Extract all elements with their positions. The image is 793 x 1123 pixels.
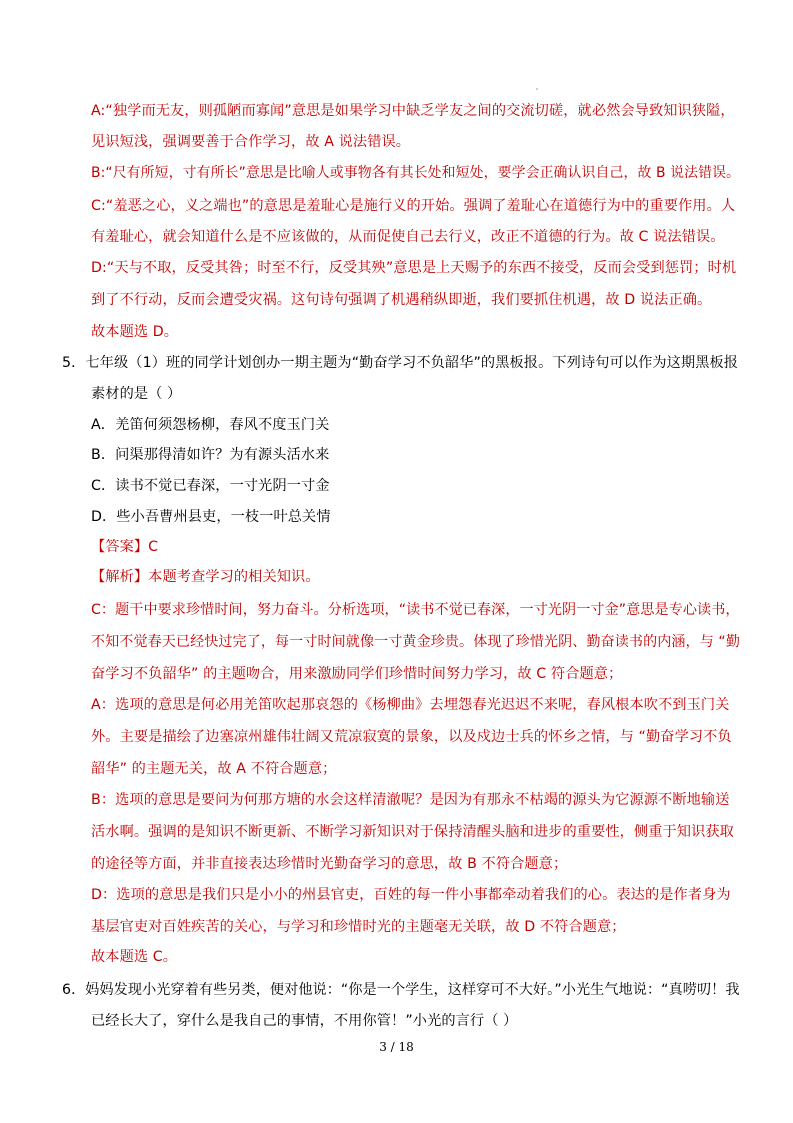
q5-explain-b-line1: B：选项的意思是要问为何那方塘的水会这样清澈呢？是因为有那永不枯竭的源头为它源源不断地输送 [91, 792, 730, 808]
q5-explain-d-line2: 基层官吏对百姓疾苦的关心，与学习和珍惜时光的主题毫无关联，故 D 不符合题意； [91, 919, 626, 935]
explain-d-line1: D:“天与不取，反受其咎；时至不行，反受其殃”意思是上天赐予的东西不接受，反而会受到惩罚；时机 [91, 260, 737, 276]
q6-stem-line1: 6．妈妈发现小光穿着有些另类，便对他说：“你是一个学生，这样穿可不大好。”小光生气地说：“真唠叨！我 [62, 982, 740, 998]
q5-explain-a-line1: A：选项的意思是何必用羌笛吹起那哀怨的《杨柳曲》去埋怨春光迟迟不来呢，春风根本吹不到玉门关 [91, 697, 730, 713]
q5-option-c: C．读书不觉已春深，一寸光阴一寸金 [91, 478, 330, 494]
q5-stem-line1: 5．七年级（1）班的同学计划创办一期主题为“勤奋学习不负韶华”的黑板报。下列诗句可以作为这期黑板报 [62, 355, 739, 371]
analysis-text: 本题考查学习的相关知识。 [148, 569, 320, 585]
explain-c-line2: 有羞耻心，就会知道什么是不应该做的，从而促使自己去行义，改正不道德的行为。故 C 说法错误。 [91, 229, 725, 245]
q5-explain-c-line1: C：题干中要求珍惜时间，努力奋斗。分析选项，“读书不觉已春深，一寸光阴一寸金”意思是专心读书， [91, 602, 740, 618]
q5-explain-d-line1: D：选项的意思是我们只是小小的州县官吏，百姓的每一件小事都牵动着我们的心。表达的是作者身为 [91, 887, 731, 903]
explain-c-line1: C:“羞恶之心，义之端也”的意思是羞耻心是施行义的开始。强调了羞耻心在道德行为中的重要作用。人 [91, 198, 736, 214]
q6-stem-line2: 已经长大了，穿什么是我自己的事情，不用你管！”小光的言行（ ） [91, 1013, 518, 1029]
q5-answer [91, 536, 158, 558]
explain-d-line2: 到了不行动，反而会遭受灾祸。这句诗句强调了机遇稍纵即逝，我们要抓住机遇，故 D 说法正确。 [91, 292, 712, 308]
q5-option-d: D．些小吾曹州县吏，一枝一叶总关情 [91, 509, 331, 525]
answer-value: C [148, 539, 159, 555]
q5-explain-c-line3: 奋学习不负韶华” 的主题吻合，用来激励同学们珍惜时间努力学习，故 C 符合题意； [91, 666, 623, 682]
q5-stem-line2: 素材的是（ ） [91, 386, 182, 402]
q5-explain-final: 故本题选 C。 [91, 949, 178, 965]
q5-explain-a-line2: 外。主要是描绘了边塞凉州雄伟壮阔又荒凉寂寞的景象，以及戍边士兵的怀乡之情，与 “勤奋学习不负 [91, 729, 732, 745]
explain-final: 故本题选 D。 [91, 324, 179, 340]
scan-speck [536, 88, 538, 90]
q5-option-a: A．羌笛何须怨杨柳，春风不度玉门关 [91, 417, 330, 433]
q5-explain-b-line3: 的途径等方面，并非直接表达珍惜时光勤奋学习的意思，故 B 不符合题意； [91, 856, 568, 872]
q5-explain-b-line2: 活水啊。强调的是知识不断更新、不断学习新知识对于保持清醒头脑和进步的重要性，侧重于知识获取 [91, 824, 734, 840]
q5-explain-a-line3: 韶华” 的主题无关，故 A 不符合题意； [91, 761, 337, 777]
page-number: 3 / 18 [379, 1040, 414, 1054]
q5-option-b: B．问渠那得清如许？为有源头活水来 [91, 447, 330, 463]
q5-explain-c-line2: 不知不觉春天已经快过完了，每一寸时间就像一寸黄金珍贵。体现了珍惜光阴、勤奋读书的内涵，与 “勤 [91, 634, 740, 650]
analysis-tag: 【解析】 [91, 569, 149, 585]
q5-analysis [91, 566, 320, 588]
explain-b-line1: B:“尺有所短，寸有所长”意思是比喻人或事物各有其长处和短处，要学会正确认识自己，故 B 说法错误。 [91, 165, 741, 181]
explain-a-line1: A:“独学而无友，则孤陋而寡闻”意思是如果学习中缺乏学友之间的交流切磋，就必然会导致知识狭隘， [91, 103, 735, 119]
answer-tag: 【答案】 [91, 539, 149, 555]
explain-a-line2: 见识短浅，强调要善于合作学习，故 A 说法错误。 [91, 134, 411, 150]
